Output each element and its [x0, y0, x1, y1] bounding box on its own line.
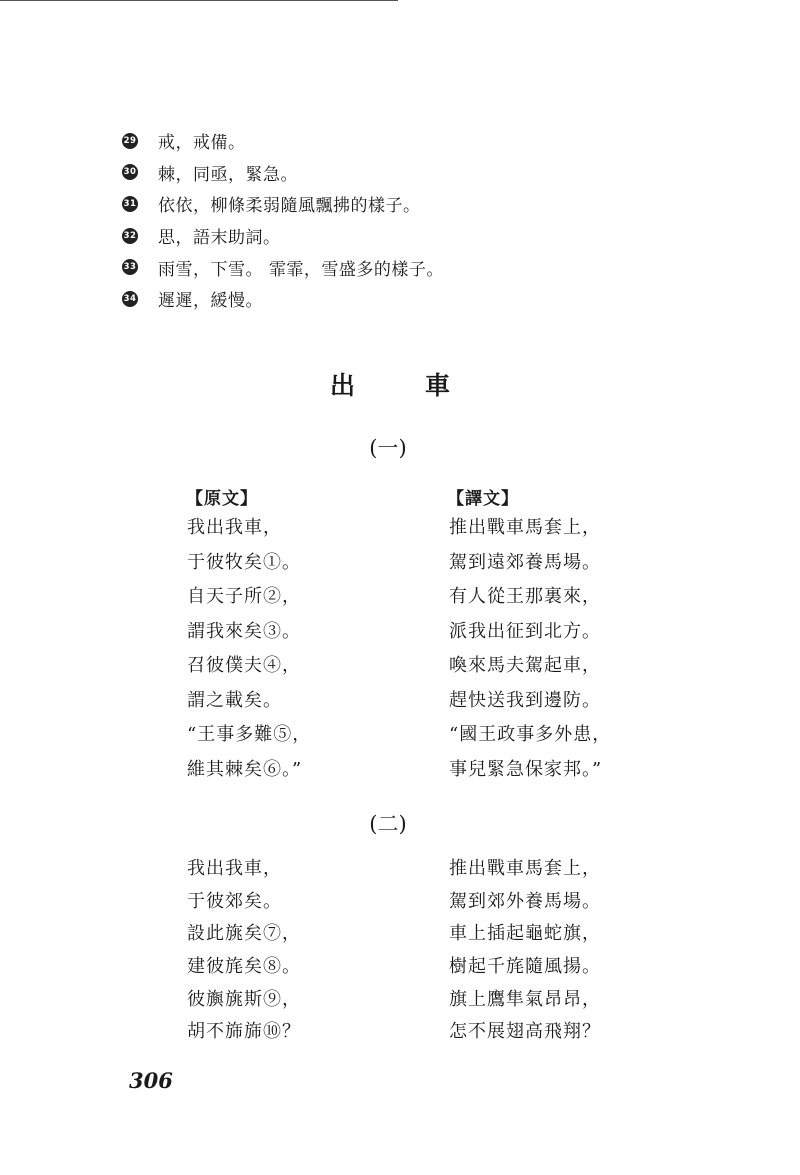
footnote-number-badge: 30	[122, 164, 138, 180]
stanza-2-translation	[449, 853, 601, 1049]
footnote-text: 依依，柳條柔弱隨風飄拂的樣子。	[158, 196, 421, 217]
footnote-31	[122, 188, 682, 220]
footnote-text: 遲遲，緩慢。	[158, 291, 263, 312]
translation-label: 【譯文】	[447, 489, 519, 509]
section-heading-1: (一)	[369, 436, 407, 460]
verse-line: 彼旟旐斯⑨，	[187, 988, 301, 1010]
stanza-1-original	[187, 511, 311, 787]
translation-line: 旗上鷹隼氣昂昂，	[449, 988, 601, 1010]
translation-line: 有人從王那裏來，	[449, 586, 601, 607]
footnotes	[122, 125, 682, 315]
poem-title	[330, 366, 450, 402]
footnote-text: 棘，同亟，緊急。	[158, 164, 298, 185]
translation-line: “國王政事多外患，	[449, 724, 612, 745]
footnote-34	[122, 283, 682, 315]
verse-line: 于彼牧矣①。	[187, 551, 301, 573]
translation-line: 趕快送我到邊防。	[449, 689, 601, 711]
footnote-number-badge: 31	[122, 196, 138, 212]
poem-title-char: 出	[330, 371, 356, 400]
stanza-1-translation	[449, 511, 611, 787]
translation-line: 事兒緊急保家邦。”	[449, 758, 603, 780]
top-rule	[0, 0, 398, 1]
verse-line: 建彼旄矣⑧。	[187, 956, 301, 978]
translation-line: 派我出征到北方。	[449, 620, 601, 642]
verse-line: 謂我來矣③。	[187, 620, 301, 642]
footnote-30	[122, 157, 682, 189]
footnote-29	[122, 125, 682, 157]
footnote-number-badge: 34	[122, 291, 138, 307]
poem-title-char: 車	[424, 371, 450, 400]
translation-line: 怎不展翅高飛翔？	[449, 1021, 601, 1043]
translation-line: 駕到遠郊養馬場。	[449, 551, 601, 573]
translation-line: 推出戰車馬套上，	[449, 517, 601, 538]
stanza-2-original	[187, 853, 301, 1049]
translation-line: 車上插起龜蛇旗，	[449, 923, 601, 945]
verse-line: 我出我車，	[187, 858, 282, 879]
original-text-label: 【原文】	[186, 489, 258, 509]
footnote-number-badge: 33	[122, 259, 138, 275]
verse-line: 設此旐矣⑦，	[187, 923, 301, 945]
page-number: 306	[129, 1068, 173, 1093]
section-heading-2: (二)	[369, 812, 407, 836]
translation-line: 駕到郊外養馬場。	[449, 890, 601, 912]
verse-line: 維其棘矣⑥。”	[187, 758, 303, 780]
footnote-text: 雨雪，下雪。 霏霏，雪盛多的樣子。	[158, 259, 444, 280]
verse-line: 胡不旆旆⑩？	[187, 1021, 301, 1043]
footnote-32	[122, 220, 682, 252]
verse-line: “王事多難⑤，	[187, 724, 312, 745]
translation-line: 喚來馬夫駕起車，	[449, 655, 601, 676]
verse-line: 自天子所②，	[187, 586, 301, 607]
footnote-number-badge: 29	[122, 133, 138, 149]
verse-line: 于彼郊矣。	[187, 890, 282, 912]
footnote-33	[122, 251, 682, 283]
verse-line: 召彼僕夫④，	[187, 655, 301, 676]
footnote-text: 戒，戒備。	[158, 133, 246, 154]
translation-line: 推出戰車馬套上，	[449, 858, 601, 879]
verse-line: 謂之載矣。	[187, 689, 282, 711]
footnote-number-badge: 32	[122, 228, 138, 244]
footnote-text: 思，語末助詞。	[158, 228, 281, 249]
verse-line: 我出我車，	[187, 517, 282, 538]
translation-line: 樹起千旄隨風揚。	[449, 956, 601, 978]
